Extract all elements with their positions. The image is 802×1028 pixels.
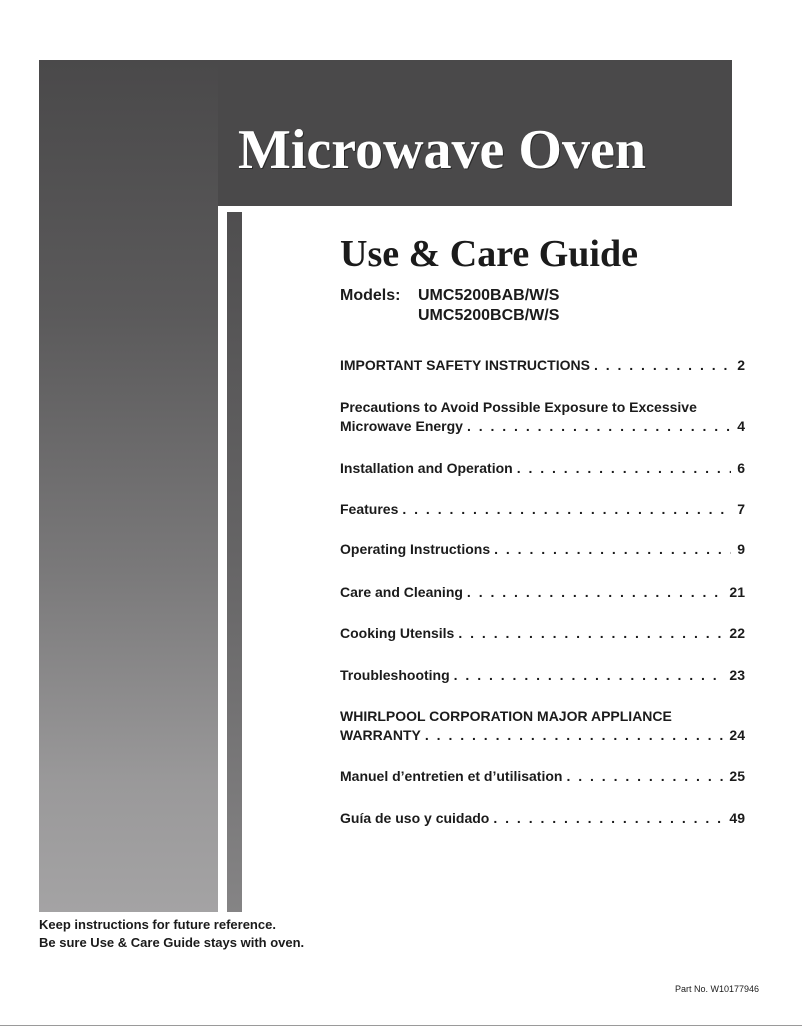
toc-entry-french[interactable] — [340, 767, 745, 786]
toc-entry-features[interactable] — [340, 500, 745, 519]
toc-entry-page: 7 — [737, 501, 745, 517]
toc-entry-title-line1: Precautions to Avoid Possible Exposure to Excessive — [340, 399, 697, 415]
toc-entry-title: Guía de uso y cuidado — [340, 810, 490, 826]
toc-entry-utensils[interactable] — [340, 624, 745, 643]
toc-entry-page: 23 — [729, 667, 745, 683]
note-line: Keep instructions for future reference. — [39, 917, 276, 932]
toc-entry-operating[interactable] — [340, 540, 745, 559]
toc-entry-title: WARRANTY — [340, 727, 421, 743]
note-line: Be sure Use & Care Guide stays with oven. — [39, 935, 305, 950]
model-number: UMC5200BCB/W/S — [418, 307, 560, 324]
document-title: Microwave Oven — [238, 119, 646, 181]
toc-entry-page: 22 — [729, 625, 745, 641]
toc-entry-page: 25 — [729, 768, 745, 784]
toc-entry-title: Operating Instructions — [340, 541, 491, 557]
guide-subtitle: Use & Care Guide — [340, 233, 638, 275]
cover-accent-bar — [227, 212, 242, 912]
toc-entry-safety[interactable] — [340, 356, 745, 375]
cover-left-panel — [39, 60, 218, 912]
toc-entry-title: Troubleshooting — [340, 667, 450, 683]
toc-entry-title: Installation and Operation — [340, 460, 513, 476]
toc-entry-care[interactable] — [340, 583, 745, 602]
toc-entry-warranty[interactable] — [340, 707, 745, 745]
toc-entry-installation[interactable] — [340, 459, 745, 478]
toc-entry-page: 2 — [737, 357, 745, 373]
toc-entry-page: 9 — [737, 541, 745, 557]
toc-entry-title: IMPORTANT SAFETY INSTRUCTIONS — [340, 357, 590, 373]
models-label: Models: — [340, 287, 401, 304]
keep-instructions-note — [39, 916, 304, 952]
toc-entry-page: 49 — [729, 810, 745, 826]
toc-entry-page: 24 — [729, 727, 745, 743]
toc-entry-title: Cooking Utensils — [340, 625, 455, 641]
toc-entry-troubleshooting[interactable] — [340, 666, 745, 685]
toc-entry-precautions[interactable] — [340, 398, 745, 436]
part-number: Part No. W10177946 — [674, 984, 759, 994]
toc-entry-spanish[interactable] — [340, 809, 745, 828]
toc-entry-page: 6 — [737, 460, 745, 476]
toc-entry-title: Microwave Energy — [340, 418, 463, 434]
toc-entry-title: Features — [340, 501, 399, 517]
toc-entry-title: Manuel d’entretien et d’utilisation — [340, 768, 563, 784]
bottom-divider — [0, 1025, 802, 1026]
toc-entry-title-line1: WHIRLPOOL CORPORATION MAJOR APPLIANCE — [340, 708, 672, 724]
toc-entry-page: 4 — [737, 418, 745, 434]
model-number: UMC5200BAB/W/S — [418, 287, 560, 304]
model-numbers — [340, 286, 559, 326]
toc-entry-page: 21 — [729, 584, 745, 600]
toc-entry-title: Care and Cleaning — [340, 584, 463, 600]
